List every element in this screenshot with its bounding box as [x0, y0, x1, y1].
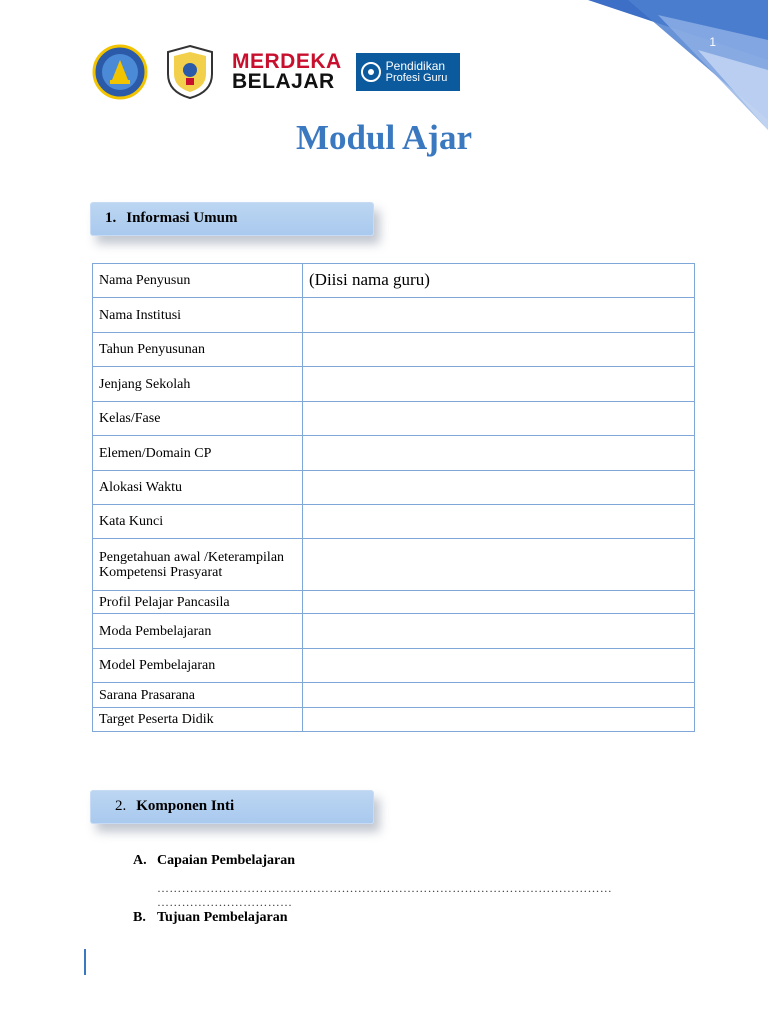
page-number: 1 [709, 35, 716, 49]
table-row [93, 539, 695, 591]
table-row [93, 367, 695, 402]
info-table [92, 263, 695, 732]
row-value[interactable] [303, 471, 695, 505]
table-row [93, 708, 695, 732]
merdeka-belajar-logo: MERDEKA BELAJAR [232, 50, 342, 93]
text-cursor [84, 949, 86, 975]
row-value[interactable] [303, 367, 695, 402]
corner-decoration [588, 0, 768, 130]
table-row [93, 591, 695, 614]
row-label: Target Peserta Didik [93, 708, 303, 732]
row-value[interactable] [303, 298, 695, 333]
ppg-emblem-icon [360, 61, 382, 83]
row-label: Model Pembelajaran [93, 649, 303, 683]
row-value[interactable] [303, 436, 695, 471]
row-value[interactable] [303, 614, 695, 649]
pgri-logo [162, 44, 218, 100]
tut-wuri-handayani-logo [92, 44, 148, 100]
table-row [93, 298, 695, 333]
placeholder-dots-line[interactable]: ………………………………………………………………………………………………… [157, 881, 613, 895]
row-label: Jenjang Sekolah [93, 367, 303, 402]
table-row [93, 264, 695, 298]
row-value[interactable] [303, 683, 695, 708]
header-logos [92, 44, 460, 100]
subsection-capaian-pembelajaran: A. Capaian Pembelajaran [133, 853, 296, 868]
page-title: Modul Ajar [296, 118, 472, 157]
row-value[interactable] [303, 402, 695, 436]
row-value[interactable] [303, 649, 695, 683]
row-label: Moda Pembelajaran [93, 614, 303, 649]
row-label: Kata Kunci [93, 505, 303, 539]
table-row [93, 614, 695, 649]
row-label: Nama Penyusun [93, 264, 303, 298]
row-label: Tahun Penyusunan [93, 333, 303, 367]
pendidikan-profesi-guru-logo: Pendidikan Profesi Guru [356, 53, 460, 91]
table-row [93, 436, 695, 471]
row-value[interactable] [303, 505, 695, 539]
table-row [93, 333, 695, 367]
section-informasi-umum: 1. Informasi Umum [90, 202, 374, 236]
row-value[interactable] [303, 333, 695, 367]
row-label: Pengetahuan awal /Keterampilan Kompetensi Prasyarat [93, 539, 303, 591]
table-row [93, 471, 695, 505]
placeholder-dots-line[interactable]: …………………………… [157, 895, 293, 909]
subsection-tujuan-pembelajaran: B. Tujuan Pembelajaran [133, 910, 288, 925]
row-label: Profil Pelajar Pancasila [93, 591, 303, 614]
table-row [93, 683, 695, 708]
section-komponen-inti: 2. Komponen Inti [90, 790, 374, 824]
row-value[interactable]: (Diisi nama guru) [303, 264, 695, 298]
row-label: Kelas/Fase [93, 402, 303, 436]
table-row [93, 505, 695, 539]
row-label: Nama Institusi [93, 298, 303, 333]
table-row [93, 649, 695, 683]
row-value[interactable] [303, 539, 695, 591]
row-label: Elemen/Domain CP [93, 436, 303, 471]
row-value[interactable] [303, 708, 695, 732]
row-value[interactable] [303, 591, 695, 614]
row-label: Sarana Prasarana [93, 683, 303, 708]
row-label: Alokasi Waktu [93, 471, 303, 505]
table-row [93, 402, 695, 436]
